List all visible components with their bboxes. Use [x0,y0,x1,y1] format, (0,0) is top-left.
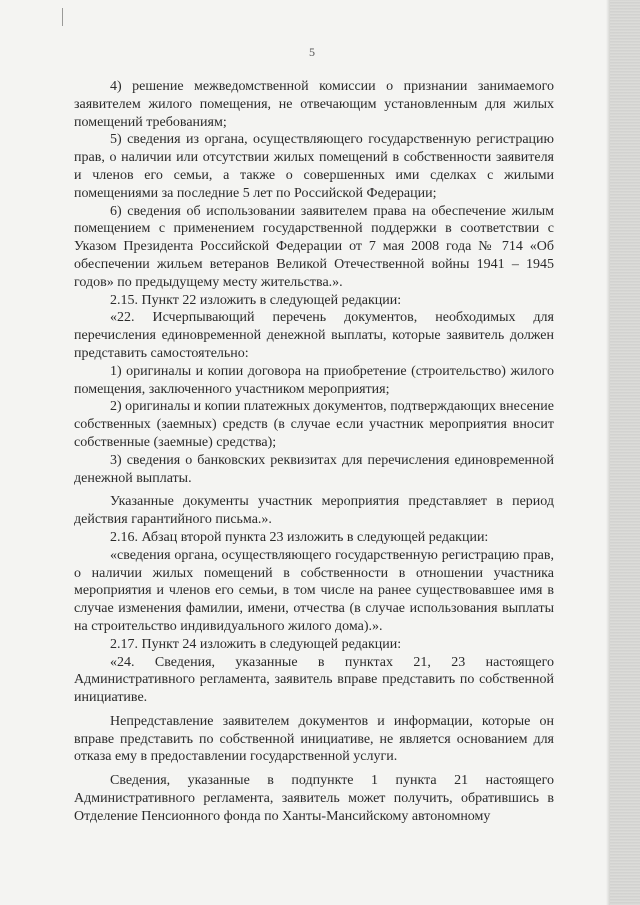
paragraph-item-4: 4) решение межведомственной комиссии о признании занимаемого заявителем жилого помещения, не отвечающим установленным для жилых помещений требованиям; [74,79,554,130]
paragraph-point-24: «24. Сведения, указанные в пунктах 21, 23 настоящего Административного регламента, заявитель вправе представить по собственной инициативе. [74,654,554,706]
paragraph-clause-2-17: 2.17. Пункт 24 изложить в следующей редакции: [110,636,402,652]
page-number: 5 [309,45,315,59]
paragraph-point-23-text: «сведения органа, осуществляющего государственную регистрацию прав, о наличии жилых помещений в собственности в отношении участника мероприятия и членов его семьи, в том числе на ранее существовавшее имя в случае изменения фамилии, имени, отчества (в случае использования выплаты на строительство индивидуального жилого дома).». [74,547,554,634]
paragraph-point-22-item-3: 3) сведения о банковских реквизитах для перечисления единовременной денежной выплаты. [74,452,554,486]
paragraph-point-22-item-2: 2) оригиналы и копии платежных документов, подтверждающих внесение собственных (заемных) средств (в случае если участник мероприятия вносит собственные (заемные) средства); [74,399,554,450]
paragraph-point-22-item-1: 1) оригиналы и копии договора на приобретение (строительство) жилого помещения, заключенного участником мероприятия; [74,363,554,397]
paragraph-item-5: 5) сведения из органа, осуществляющего государственную регистрацию прав, о наличии или отсутствии жилых помещений в собственности заявителя и членов его семьи, а также о совершенных ими сделках с жилыми помещениями за последние 5 лет по Российской Федерации; [74,132,554,201]
document-body [74,78,554,826]
paragraph-clause-2-16: 2.16. Абзац второй пункта 23 изложить в следующей редакции: [110,529,489,545]
paragraph-item-6: 6) сведения об использовании заявителем права на обеспечение жилым помещением с применением государственной поддержки в соответствии с Указом Президента Российской Федерации от 7 мая 2008 года № 714 «Об обеспечении жильем ветеранов Великой Отечественной войны 1941 – 1945 годов» по предыдущему месту жительства.». [74,203,554,290]
paragraph-pension-fund: Сведения, указанные в подпункте 1 пункта 21 настоящего Административного регламента, заявитель может получить, обратившись в Отделение Пенсионного фонда по Ханты-Мансийскому автономному [74,773,554,824]
scan-edge [610,0,640,905]
paragraph-clause-2-15: 2.15. Пункт 22 изложить в следующей редакции: [110,292,402,308]
paragraph-documents-period: Указанные документы участник мероприятия представляет в период действия гарантийного письма.». [74,494,554,528]
paragraph-non-submission: Непредставление заявителем документов и информации, которые он вправе представить по собственной инициативе, не является основанием для отказа ему в предоставлении государственной услуги. [74,713,554,765]
scan-fold-mark [62,8,63,26]
paragraph-point-22: «22. Исчерпывающий перечень документов, необходимых для перечисления единовременной денежной выплаты, которые заявитель должен представить самостоятельно: [74,310,554,361]
